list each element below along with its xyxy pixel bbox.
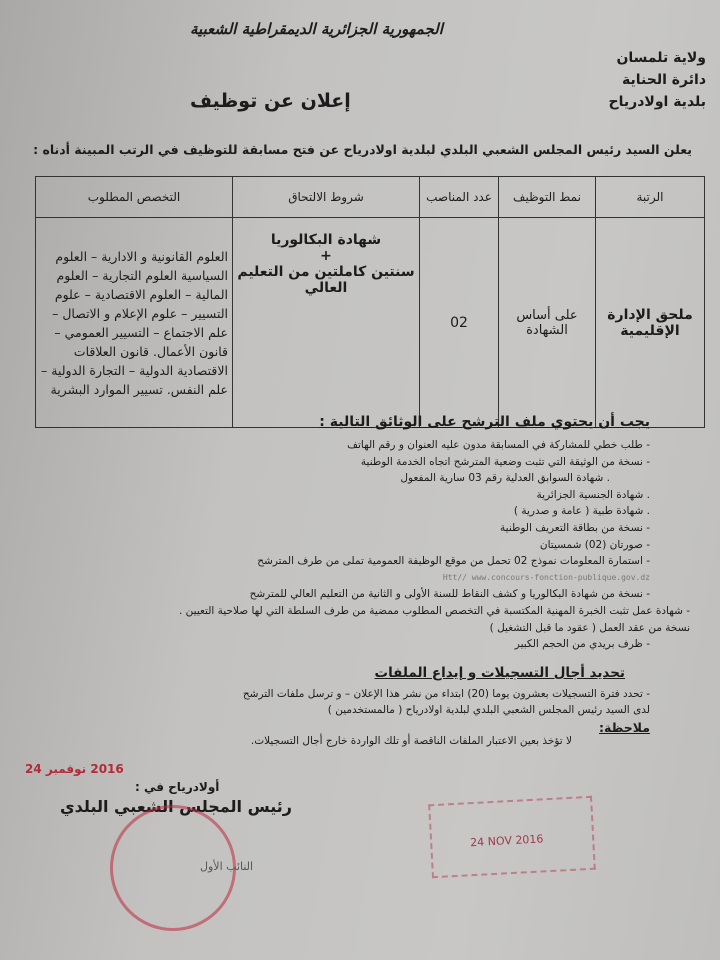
list-item: - نسخة من بطاقة التعريف الوطنية	[500, 521, 650, 534]
deadlines-heading: تحديد أجال التسجيلات و إيداع الملفات	[374, 665, 625, 681]
note-label: ملاحظة:	[599, 720, 650, 735]
intro-text: يعلن السيد رئيس المجلس الشعبي البلدي لبلدية اولادرياح عن فتح مسابقة للتوظيف في الرتب المبينة أدناه :	[33, 142, 692, 157]
list-item: - صورتان (02) شمسيتان	[539, 538, 650, 551]
signature-date: 2016 نوفمبر 24	[25, 762, 124, 776]
col-positions: عدد المناصب	[420, 177, 499, 218]
signature-place: أولادرياح في :	[135, 780, 220, 794]
col-grade: الرتبة	[596, 177, 705, 218]
cell-specialty: العلوم القانونية و الادارية – العلوم السياسية العلوم التجارية – العلوم المالية – العلوم الاقتصادية – علوم التسيير – علوم الإعلام و الاتصال – علم الاجتماع – التسيير العمومي – قانون الأعمال. قانون العلاقات الاقتصادية الدولية – التجارة الدولية – علم النفس. تسيير الموارد البشرية	[36, 218, 233, 428]
cell-positions: 02	[420, 218, 499, 428]
documents-list	[178, 437, 690, 653]
commune: بلدية اولادرياح	[608, 94, 706, 110]
signature-title: رئيس المجلس الشعبي البلدي	[60, 797, 292, 816]
positions-table	[35, 176, 705, 428]
table-row	[36, 218, 705, 428]
documents-heading: يجب أن يحتوي ملف الترشح على الوثائق التالية :	[319, 414, 650, 430]
note-text: لا تؤخذ بعين الاعتبار الملفات الناقصة أو تلك الواردة خارج أجال التسجيلات.	[250, 735, 572, 747]
cell-grade: ملحق الإدارة الإقليمية	[596, 218, 705, 428]
list-item: . شهادة طبية ( عامة و صدرية )	[513, 505, 650, 518]
list-item: - نسخة من الوثيقة التي تثبت وضعية المترشح اتجاه الخدمة الوطنية	[360, 455, 650, 468]
cell-conditions	[233, 218, 420, 428]
page-title: إعلان عن توظيف	[190, 90, 351, 112]
col-conditions: شروط الالتحاق	[233, 177, 420, 218]
daira: دائرة الحناية	[622, 72, 706, 88]
received-stamp	[428, 796, 596, 878]
received-stamp-date: 24 NOV 2016	[469, 832, 544, 850]
list-item: . شهادة السوابق العدلية رقم 03 سارية المفعول	[400, 472, 610, 485]
list-item: - نسخة من شهادة البكالوريا و كشف النقاط للسنة الأولى و الثانية من التعليم العالي للمترشح	[249, 588, 650, 601]
official-seal	[110, 805, 236, 931]
wilaya: ولاية تلمسان	[616, 50, 706, 66]
website-url: Htt// www.concours-fonction-publique.gov.dz	[442, 572, 650, 582]
deadlines-line-1: - تحدد فترة التسجيلات بعشرون يوما (20) ابتداء من نشر هذا الإعلان – و ترسل ملفات الترشح	[242, 688, 650, 700]
col-mode: نمط التوظيف	[499, 177, 596, 218]
list-item: نسخة من عقد العمل ( عقود ما قبل التشغيل )	[489, 621, 690, 634]
cell-mode: على أساس الشهادة	[499, 218, 596, 428]
list-item: - ظرف بريدي من الحجم الكبير	[514, 638, 650, 651]
list-item: . شهادة الجنسية الجزائرية	[536, 488, 650, 501]
deadlines-line-2: لدى السيد رئيس المجلس الشعبي البلدي لبلدية اولادرياح ( مالمستخدمين )	[327, 704, 650, 716]
condition-bac: شهادة البكالوريا	[270, 232, 382, 248]
republic-header: الجمهورية الجزائرية الديمقراطية الشعبية	[190, 20, 443, 38]
table-header-row	[36, 177, 705, 218]
condition-plus: +	[320, 248, 332, 264]
condition-years: سنتين كاملتين من التعليم العالي	[237, 264, 415, 296]
list-item: - طلب خطي للمشاركة في المسابقة مدون عليه العنوان و رقم الهاتف	[347, 439, 650, 451]
list-item: - استمارة المعلومات نموذج 02 تحمل من موقع الوظيفة العمومية تملى من طرف المترشح	[257, 555, 650, 568]
signature-deputy: النائب الأول	[200, 860, 254, 873]
col-specialty: التخصص المطلوب	[36, 177, 233, 218]
list-item: - شهادة عمل تثبت الخبرة المهنية المكتسبة في التخصص المطلوب ممضية من طرف السلطة التي لها صلاحية التعيين .	[178, 604, 690, 617]
